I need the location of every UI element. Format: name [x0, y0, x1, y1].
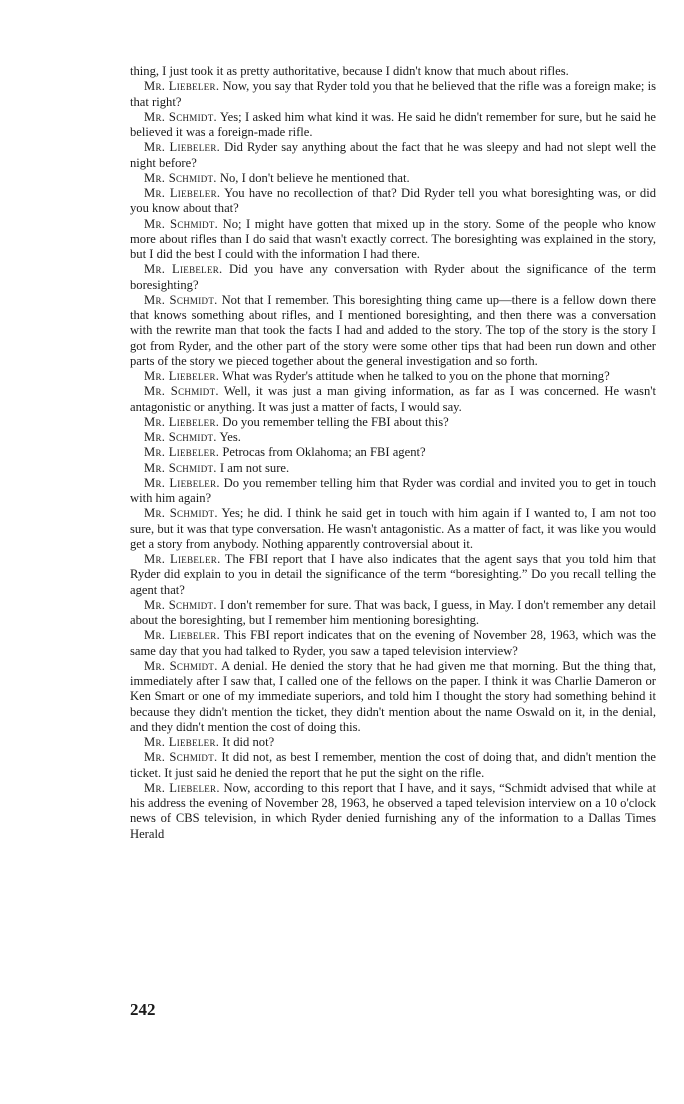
- transcript-paragraph: [130, 384, 656, 415]
- speaker-name: Mr. Schmidt.: [144, 506, 218, 521]
- transcript-paragraph: [130, 369, 656, 384]
- paragraph-text: The FBI report that I have also indicates that the agent says that you told him that Ryder did explain to you in detail the significance of the term “boresighting.” Do you recall telling the agent that?: [130, 552, 656, 597]
- transcript-paragraph: [130, 461, 656, 476]
- transcript-paragraph: [130, 445, 656, 460]
- speaker-name: Mr. Liebeler.: [144, 262, 223, 277]
- paragraph-text: Yes; he did. I think he said get in touch with him again if I wanted to, I am not too sure, but it was that type conversation. He wasn't antagonistic. As a matter of fact, it was like you would get a story from anybody. Nothing apparently controversial about it.: [130, 506, 656, 551]
- speaker-name: Mr. Schmidt.: [144, 597, 217, 612]
- transcript-paragraph: [130, 293, 656, 369]
- transcript-paragraph: [130, 476, 656, 507]
- speaker-name: Mr. Schmidt.: [144, 460, 217, 475]
- paragraph-text: Did Ryder say anything about the fact that he was sleepy and had not slept well the night before?: [130, 140, 657, 170]
- speaker-name: Mr. Schmidt.: [144, 384, 219, 399]
- transcript-paragraph: [130, 430, 656, 445]
- paragraph-text: I am not sure.: [219, 460, 290, 475]
- paragraph-text: Now, you say that Ryder told you that he believed that the rifle was a foreign make; is that right?: [130, 79, 657, 109]
- transcript-paragraph: [130, 140, 656, 171]
- speaker-name: Mr. Schmidt.: [144, 170, 217, 185]
- transcript-paragraph: [130, 750, 656, 781]
- transcript-paragraph: [130, 598, 656, 629]
- paragraph-text: It did not, as best I remember, mention the cost of doing that, and didn't mention the ticket. It just said he denied the report that he put the sight on the rifle.: [130, 750, 657, 780]
- speaker-name: Mr. Schmidt.: [144, 109, 217, 124]
- paragraph-text: I don't remember for sure. That was back, I guess, in May. I don't remember any detail about the boresighting, but I remember him mentioning boresighting.: [130, 597, 656, 627]
- transcript-paragraph: [130, 171, 656, 186]
- paragraph-text: thing, I just took it as pretty authoritative, because I didn't know that much about rifles.: [130, 64, 569, 78]
- speaker-name: Mr. Schmidt.: [144, 216, 219, 231]
- transcript-paragraph: [130, 79, 656, 110]
- paragraph-text: Now, according to this report that I have, and it says, “Schmidt advised that while at his address the evening of November 28, 1963, he observed a taped television interview on a 10 o'clock news of CBS television, in which Ryder denied furnishing any of the information to a Dallas Times Herald: [130, 780, 656, 841]
- paragraph-text: No; I might have gotten that mixed up in the story. Some of the people who know more about rifles than I do said that wasn't exactly correct. The boresighting was explained in the story, but I did the best I could with the information I had there.: [130, 216, 657, 261]
- transcript-paragraph: [130, 262, 656, 293]
- paragraph-text: This FBI report indicates that on the evening of November 28, 1963, which was the same day that you had talked to Ryder, you saw a taped television interview?: [130, 628, 656, 658]
- paragraph-text: No, I don't believe he mentioned that.: [219, 170, 410, 185]
- paragraph-text: What was Ryder's attitude when he talked to you on the phone that morning?: [222, 369, 610, 383]
- speaker-name: Mr. Liebeler.: [144, 369, 220, 383]
- transcript-paragraph: [130, 552, 656, 598]
- paragraph-text: Not that I remember. This boresighting thing came up—there is a fellow down there that knows something about rifles, and I mentioned boresighting, and then there was a conversation with the rewrite man that took the facts I had and added to the story. The top of the story is the story I got from Ryder, and the other part of the story were some other tips that had been run down and other parts of the story we pieced together about the general investigation and so forth.: [130, 292, 657, 368]
- paragraph-text: A denial. He denied the story that he had given me that morning. But the thing that, immediately after I saw that, I called one of the fellows on the paper. I think it was Charlie Dameron or Ken Smart or one of my immediate superiors, and told him I thought the story had something behind it because they didn't mention the ticket, they didn't mention about the name Oswald on it, in the denial, and they didn't mention the cost of doing this.: [130, 658, 656, 734]
- transcript-paragraph: [130, 64, 656, 79]
- transcript-paragraph: [130, 628, 656, 659]
- paragraph-text: You have no recollection of that? Did Ryder tell you what boresighting was, or did you know about that?: [130, 186, 657, 216]
- paragraph-text: Do you remember telling the FBI about this?: [222, 414, 449, 429]
- paragraph-text: Yes; I asked him what kind it was. He said he didn't remember for sure, but he said he believed it was a foreign-made rifle.: [130, 109, 656, 139]
- transcript-paragraph: [130, 415, 656, 430]
- transcript-page: [130, 64, 656, 842]
- transcript-paragraph: [130, 110, 656, 141]
- speaker-name: Mr. Liebeler.: [144, 445, 220, 460]
- paragraph-text: Do you remember telling him that Ryder was cordial and invited you to get in touch with him again?: [130, 475, 657, 505]
- speaker-name: Mr. Liebeler.: [144, 628, 221, 643]
- paragraph-text: Yes.: [219, 430, 241, 444]
- paragraph-text: Petrocas from Oklahoma; an FBI agent?: [222, 445, 426, 460]
- speaker-name: Mr. Liebeler.: [144, 780, 220, 795]
- page-number: 242: [130, 1000, 156, 1019]
- transcript-paragraph: [130, 735, 656, 750]
- speaker-name: Mr. Liebeler.: [144, 414, 220, 429]
- speaker-name: Mr. Liebeler.: [144, 475, 220, 490]
- speaker-name: Mr. Schmidt.: [144, 430, 217, 444]
- speaker-name: Mr. Liebeler.: [144, 79, 220, 94]
- speaker-name: Mr. Liebeler.: [144, 552, 221, 566]
- paragraph-text: Did you have any conversation with Ryder about the significance of the term boresighting?: [130, 262, 656, 292]
- transcript-paragraph: [130, 217, 656, 263]
- paragraph-text: Well, it was just a man giving information, as far as I was concerned. He wasn't antagonistic or anything. It was just a matter of facts, I would say.: [130, 384, 657, 414]
- transcript-paragraph: [130, 781, 656, 842]
- transcript-paragraph: [130, 659, 656, 735]
- speaker-name: Mr. Liebeler.: [144, 186, 221, 200]
- speaker-name: Mr. Schmidt.: [144, 658, 218, 673]
- speaker-name: Mr. Schmidt.: [144, 750, 218, 765]
- speaker-name: Mr. Schmidt.: [144, 292, 218, 307]
- speaker-name: Mr. Liebeler.: [144, 140, 221, 155]
- speaker-name: Mr. Liebeler.: [144, 735, 220, 749]
- transcript-paragraph: [130, 506, 656, 552]
- transcript-paragraph: [130, 186, 656, 217]
- paragraph-text: It did not?: [222, 735, 275, 749]
